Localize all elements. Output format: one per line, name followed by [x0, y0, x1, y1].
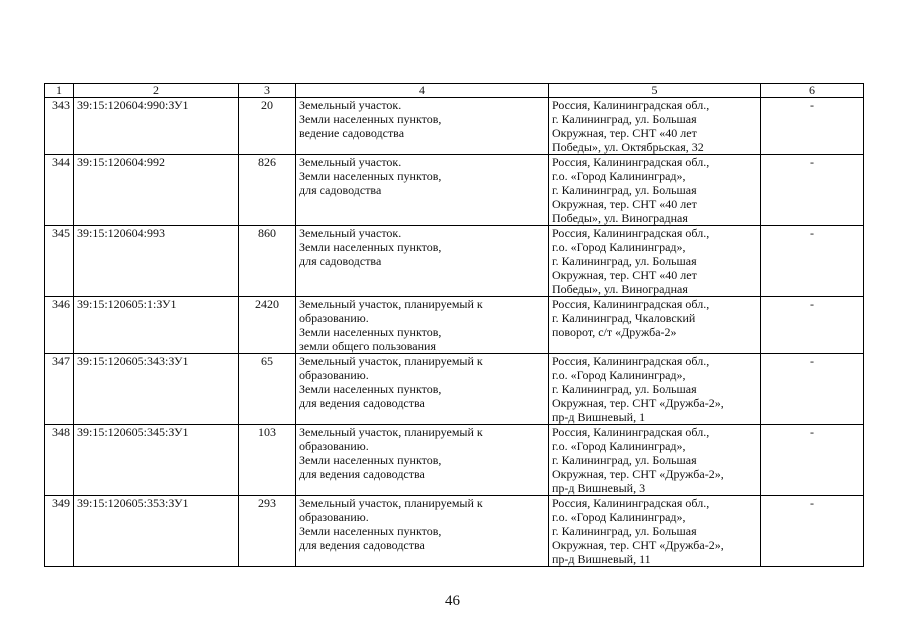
column-header: 3 — [239, 84, 296, 98]
extra-value: - — [761, 354, 864, 425]
plot-description: Земельный участок. Земли населенных пунктов, ведение садоводства — [296, 98, 549, 155]
plot-area: 826 — [239, 155, 296, 226]
row-number: 346 — [45, 297, 74, 354]
extra-value: - — [761, 425, 864, 496]
plot-description: Земельный участок. Земли населенных пунктов, для садоводства — [296, 155, 549, 226]
extra-value: - — [761, 226, 864, 297]
row-number: 349 — [45, 496, 74, 567]
land-plots-table — [44, 83, 864, 567]
plot-address: Россия, Калининградская обл., г.о. «Город Калининград», г. Калининград, ул. Большая Окружная, тер. СНТ «40 лет Победы», ул. Виноградная — [549, 155, 761, 226]
cadastral-number: 39:15:120605:343:ЗУ1 — [74, 354, 239, 425]
column-header: 2 — [74, 84, 239, 98]
column-header: 4 — [296, 84, 549, 98]
cadastral-number: 39:15:120605:1:ЗУ1 — [74, 297, 239, 354]
plot-address: Россия, Калининградская обл., г. Калининград, ул. Большая Окружная, тер. СНТ «40 лет Победы», ул. Октябрьская, 32 — [549, 98, 761, 155]
extra-value: - — [761, 496, 864, 567]
table-row — [45, 226, 864, 297]
plot-description: Земельный участок, планируемый к образованию. Земли населенных пунктов, для ведения садоводства — [296, 425, 549, 496]
plot-area: 860 — [239, 226, 296, 297]
cadastral-number: 39:15:120605:353:ЗУ1 — [74, 496, 239, 567]
column-header: 1 — [45, 84, 74, 98]
table-row — [45, 354, 864, 425]
column-number-row — [45, 84, 864, 98]
plot-address: Россия, Калининградская обл., г. Калининград, Чкаловский поворот, с/т «Дружба-2» — [549, 297, 761, 354]
plot-area: 2420 — [239, 297, 296, 354]
table-row — [45, 496, 864, 567]
column-header: 6 — [761, 84, 864, 98]
row-number: 347 — [45, 354, 74, 425]
table-row — [45, 98, 864, 155]
extra-value: - — [761, 98, 864, 155]
plot-address: Россия, Калининградская обл., г.о. «Город Калининград», г. Калининград, ул. Большая Окружная, тер. СНТ «Дружба-2», пр-д Вишневый, 1 — [549, 354, 761, 425]
row-number: 344 — [45, 155, 74, 226]
cadastral-number: 39:15:120604:992 — [74, 155, 239, 226]
row-number: 348 — [45, 425, 74, 496]
extra-value: - — [761, 155, 864, 226]
plot-area: 293 — [239, 496, 296, 567]
plot-area: 20 — [239, 98, 296, 155]
cadastral-number: 39:15:120605:345:ЗУ1 — [74, 425, 239, 496]
row-number: 343 — [45, 98, 74, 155]
plot-description: Земельный участок, планируемый к образованию. Земли населенных пунктов, для ведения садоводства — [296, 496, 549, 567]
row-number: 345 — [45, 226, 74, 297]
cadastral-number: 39:15:120604:993 — [74, 226, 239, 297]
page-number: 46 — [445, 593, 460, 609]
extra-value: - — [761, 297, 864, 354]
plot-address: Россия, Калининградская обл., г.о. «Город Калининград», г. Калининград, ул. Большая Окружная, тер. СНТ «Дружба-2», пр-д Вишневый, 3 — [549, 425, 761, 496]
plot-area: 65 — [239, 354, 296, 425]
plot-description: Земельный участок, планируемый к образованию. Земли населенных пунктов, земли общего пользования — [296, 297, 549, 354]
column-header: 5 — [549, 84, 761, 98]
plot-description: Земельный участок, планируемый к образованию. Земли населенных пунктов, для ведения садоводства — [296, 354, 549, 425]
table-row — [45, 425, 864, 496]
plot-description: Земельный участок. Земли населенных пунктов, для садоводства — [296, 226, 549, 297]
cadastral-number: 39:15:120604:990:ЗУ1 — [74, 98, 239, 155]
table-row — [45, 155, 864, 226]
plot-area: 103 — [239, 425, 296, 496]
plot-address: Россия, Калининградская обл., г.о. «Город Калининград», г. Калининград, ул. Большая Окружная, тер. СНТ «Дружба-2», пр-д Вишневый, 11 — [549, 496, 761, 567]
plot-address: Россия, Калининградская обл., г.о. «Город Калининград», г. Калининград, ул. Большая Окружная, тер. СНТ «40 лет Победы», ул. Виноградная — [549, 226, 761, 297]
table-row — [45, 297, 864, 354]
